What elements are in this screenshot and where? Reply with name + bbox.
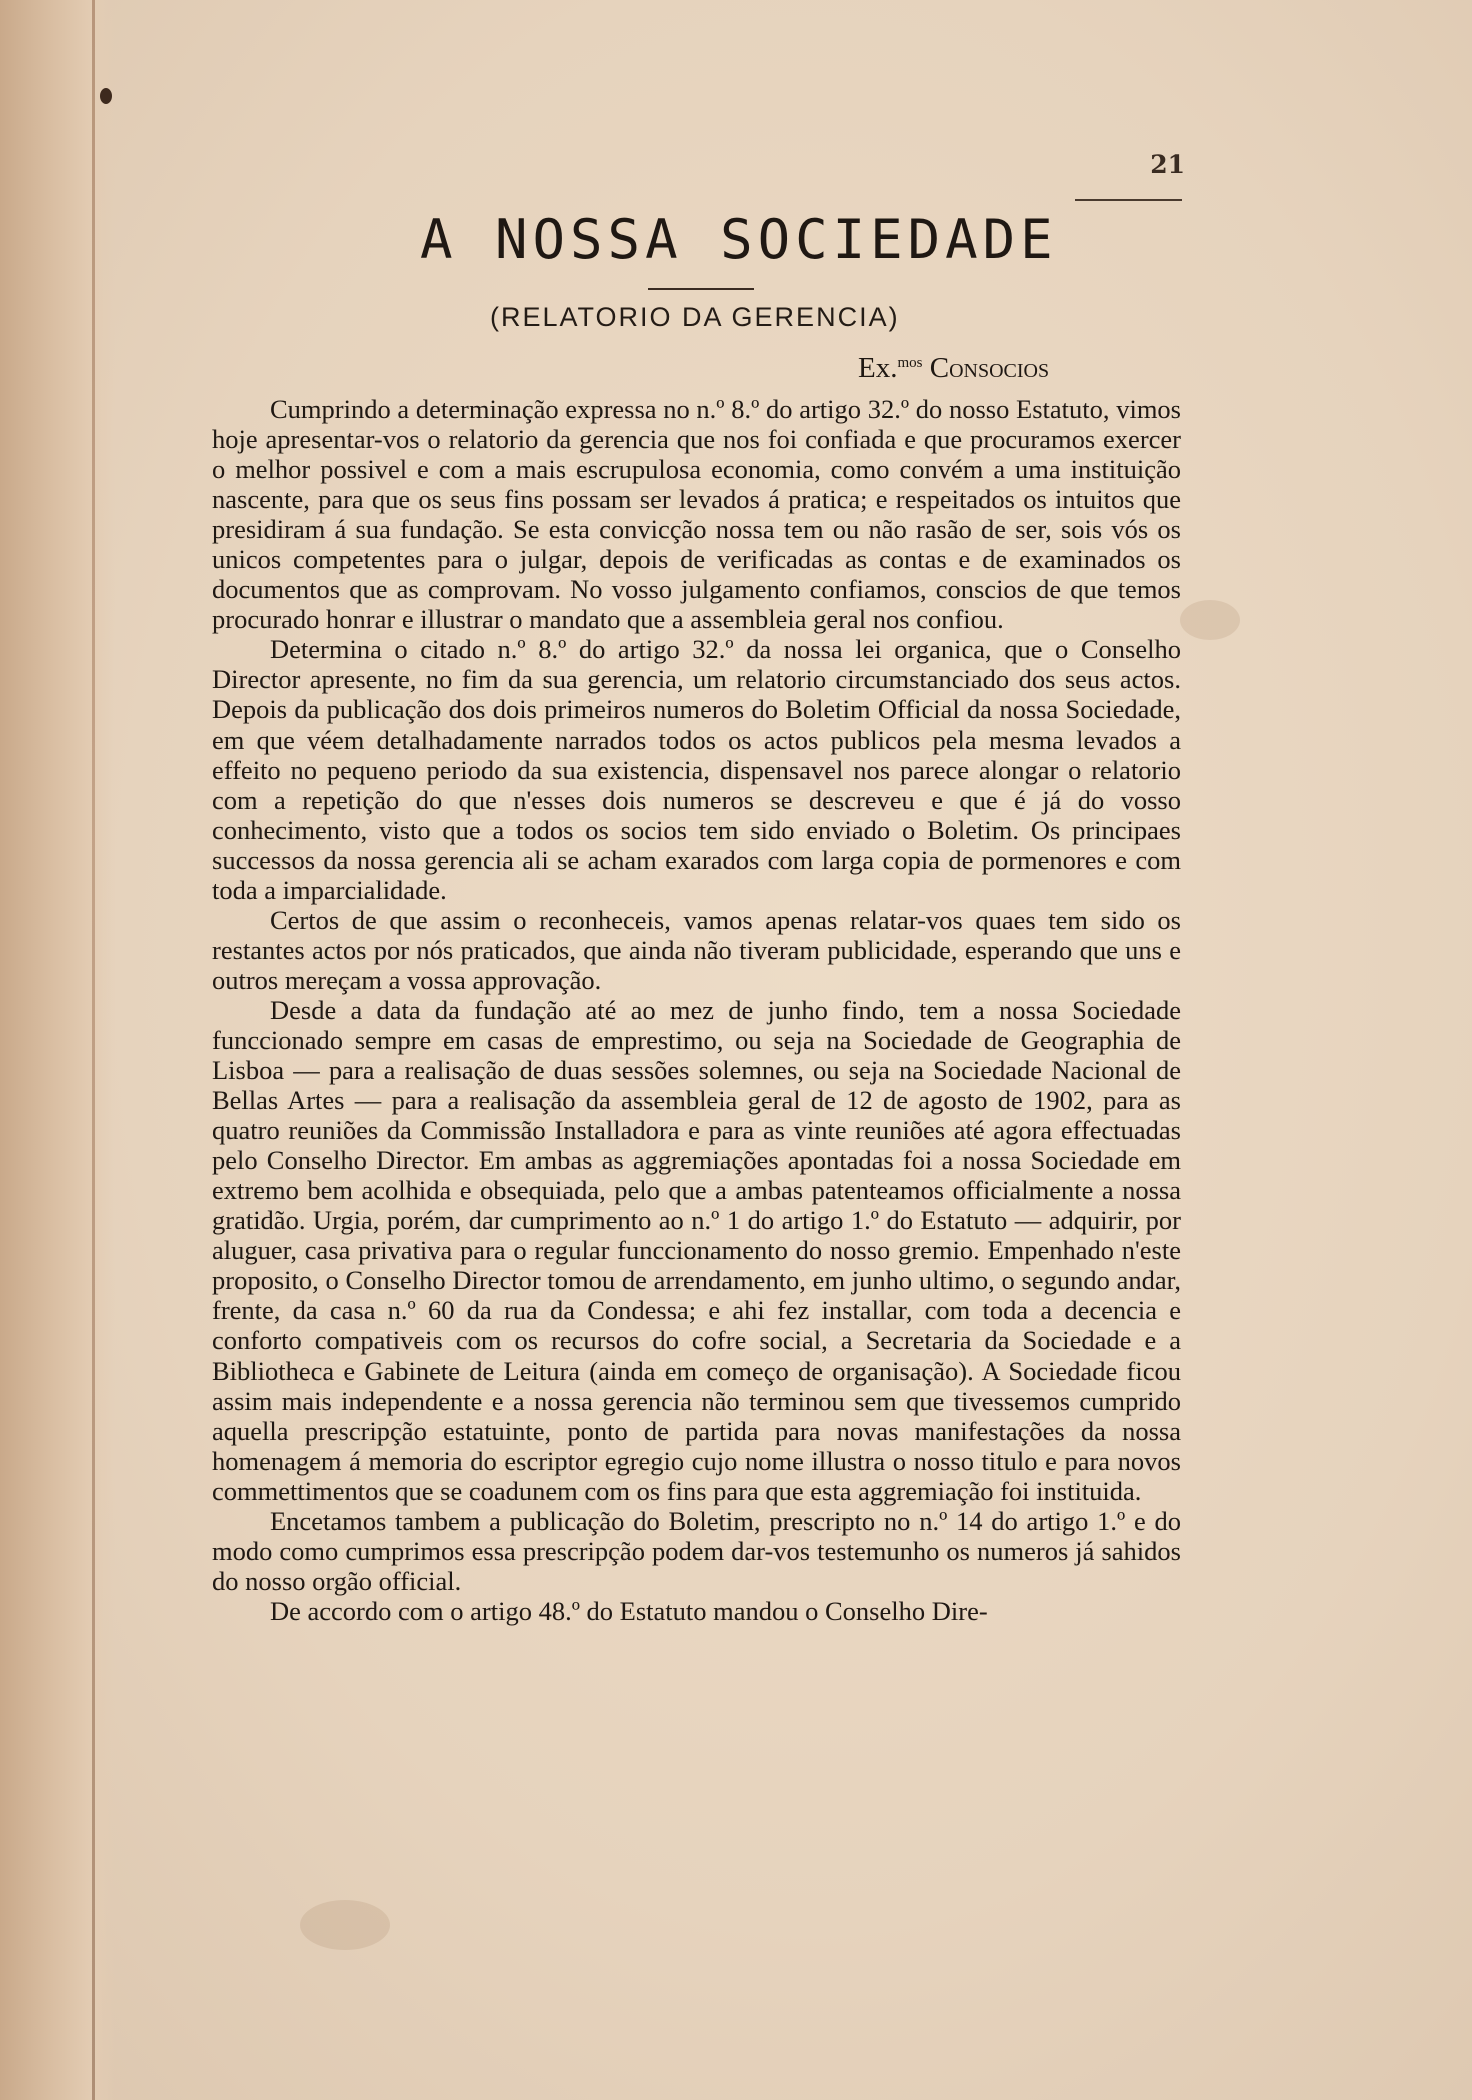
salutation-word: Consocios xyxy=(929,352,1050,384)
page-number: 21 xyxy=(1150,150,1185,179)
article-title: A NOSSA SOCIEDADE xyxy=(420,208,1058,271)
paper-stain xyxy=(1180,600,1240,640)
salutation xyxy=(858,352,1049,385)
title-rule xyxy=(648,288,754,290)
binding-edge xyxy=(0,0,115,2100)
paragraph: Determina o citado n.º 8.º do artigo 32.º da nossa lei organica, que o Conselho Director apresente, no fim da sua gerencia, um relatorio circumstanciado dos seus actos. Depois da publicação dos dois primeiros numeros do Boletim Official da nossa Sociedade, em que véem detalhadamente narrados todos os actos publicos pela mesma levados a effeito no pequeno periodo da sua existencia, dispensavel nos parece alongar o relatorio com a repetição do que n'esses dois numeros se descreveu e que é já do vosso conhecimento, visto que a todos os socios tem sido enviado o Boletim. Os principaes successos da nossa gerencia ali se acham exarados com larga copia de pormenores e com toda a imparcialidade. xyxy=(212,634,1181,905)
ink-spot xyxy=(100,88,112,104)
body-text xyxy=(212,394,1181,1626)
paragraph: Cumprindo a determinação expressa no n.º 8.º do artigo 32.º do nosso Estatuto, vimos hoje apresentar-vos o relatorio da gerencia que nos foi confiada e que procuramos exercer o melhor possivel e com a mais escrupulosa economia, como convém a uma instituição nascente, para que os seus fins possam ser levados á pratica; e respeitados os intuitos que presidiram á sua fundação. Se esta convicção nossa tem ou não rasão de ser, sois vós os unicos competentes para o julgar, depois de verificadas as contas e de examinados os documentos que as comprovam. No vosso julgamento confiamos, conscios de que temos procurado honrar e illustrar o mandato que a assembleia geral nos confiou. xyxy=(212,394,1181,635)
salutation-prefix: Ex. xyxy=(858,352,898,384)
paragraph: Certos de que assim o reconheceis, vamos apenas relatar-vos quaes tem sido os restantes actos por nós praticados, que ainda não tiveram publicidade, esperando que uns e outros mereçam a vossa approvação. xyxy=(212,904,1181,995)
paragraph: Desde a data da fundação até ao mez de junho findo, tem a nossa Sociedade funccionado sempre em casas de emprestimo, ou seja na Sociedade de Geographia de Lisboa — para a realisação de duas sessões solemnes, ou seja na Sociedade Nacional de Bellas Artes — para a realisação da assembleia geral de 12 de agosto de 1902, para as quatro reuniões da Commissão Installadora e para as vinte reuniões até agora effectuadas pelo Conselho Director. Em ambas as aggremiações apontadas foi a nossa Sociedade em extremo bem acolhida e obsequiada, pelo que a ambas patenteamos officialmente a nossa gratidão. Urgia, porém, dar cumprimento ao n.º 1 do artigo 1.º do Estatuto — adquirir, por aluguer, casa privativa para o regular funccionamento do nosso gremio. Empenhado n'este proposito, o Conselho Director tomou de arrendamento, em junho ultimo, o segundo andar, frente, da casa n.º 60 da rua da Condessa; e ahi fez installar, com toda a decencia e conforto compativeis com os recursos do cofre social, a Secretaria da Sociedade e a Bibliotheca e Gabinete de Leitura (ainda em começo de organisação). A Sociedade ficou assim mais independente e a nossa gerencia não terminou sem que tivessemos cumprido aquella prescripção estatuinte, ponto de partida para novas manifestações da nossa homenagem á memoria do escriptor egregio cujo nome illustra o nosso titulo e para novos commettimentos que se coadunem com os fins para que esta aggremiação foi instituida. xyxy=(212,994,1181,1506)
salutation-superscript: mos xyxy=(897,355,923,371)
paper-stain xyxy=(300,1900,390,1950)
binding-fold-line xyxy=(92,0,95,2100)
paragraph: De accordo com o artigo 48.º do Estatuto mandou o Conselho Dire- xyxy=(270,1595,988,1626)
page-number-rule xyxy=(1075,199,1182,201)
paragraph: Encetamos tambem a publicação do Boletim, prescripto no n.º 14 do artigo 1.º e do modo como cumprimos essa prescripção podem dar-vos testemunho os numeros já sahidos do nosso orgão official. xyxy=(212,1505,1181,1596)
article-subtitle: (RELATORIO DA GERENCIA) xyxy=(490,302,900,332)
